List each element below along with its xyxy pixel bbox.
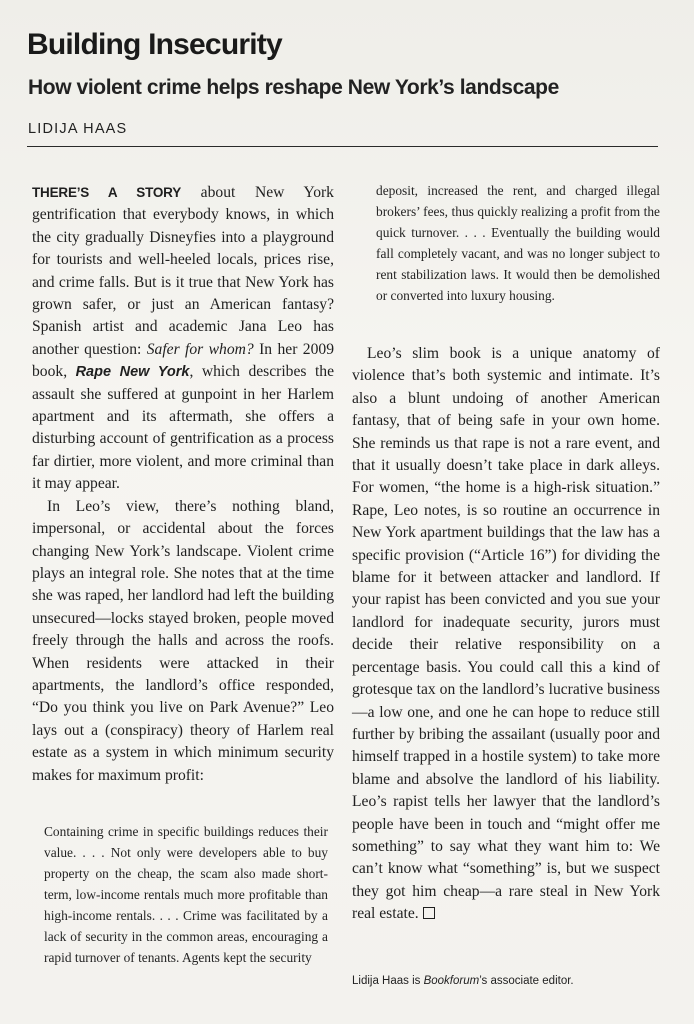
block-quote: Containing crime in specific buildings reduces their value. . . . Not only were developers able to buy property on the cheap, the scam also made short-term, low-income rentals much more profitable than high-income rentals. . . . Crime was facilitated by a lack of security in the common areas, encouraging a rapid turnover of tenants. Agents kept the security xyxy=(44,824,328,965)
bio-text-a: Lidija Haas is xyxy=(352,975,424,987)
paragraph-3-text: Leo’s slim book is a unique anatomy of violence that’s both systemic and intimate. It’s also a blunt undoing of another American fantasy, that of being safe in your own home. She reminds us that rape is not a rare event, and that it usually doesn’t take place in dark alleys. For women, “the home is a high-risk situation.” Rape, Leo notes, is so routine an occurrence in New York apartment buildings that the law has a specific provision (“Article 16”) for dividing the blame for it between attacker and landlord. If your rapist has been convicted and you sue your landlord for inadequate security, jurors must decide their relative responsibility on a percentage basis. You could call this a kind of grotesque tax on the landlord’s lucrative business—a low one, and one he can hope to reduce still further by bribing the assailant (usually poor and himself trapped in a hostile system) to take more blame and absolve the landlord of his liability. Leo’s rapist tells her lawyer that the landlord’s people have been in touch and “might offer me something” to say what they want him to: We can’t know what “something” is, but we suspect they got him cheap—a rare steal in New York real estate. xyxy=(352,345,660,923)
author-bio xyxy=(352,976,660,988)
lead-in: THERE’S A STORY xyxy=(32,185,182,200)
paragraph-1 xyxy=(32,182,334,496)
paragraph-1-text-a: about New York gentrification that everybody knows, in which the city gradually Disneyfies into a playground for tourists and well-heeled locals, prices rise, and crime falls. But is it true that New York has grown safer, or just an American fantasy? Spanish artist and academic Jana Leo has another question: xyxy=(32,184,334,358)
header-rule xyxy=(27,146,658,147)
paragraph-1-text-b: In her 2009 book, xyxy=(32,340,334,381)
bio-text-b: ’s associate editor. xyxy=(479,975,574,987)
article-headline: Building Insecurity xyxy=(27,28,282,61)
right-column xyxy=(352,343,660,926)
block-quote-continued: deposit, increased the rent, and charged illegal brokers’ fees, thus quickly realizing a profit from the quick turnover. . . . Eventually the building would fall completely vacant, and was no longer subject to rent stabilization laws. It would then be demolished or converted into luxury housing. xyxy=(376,183,660,303)
paragraph-1-text-c: , which describes the assault she suffered at gunpoint in her Harlem apartment and its aftermath, she offers a disturbing account of gentrification as a process far dirtier, more violent, and more criminal than it may appear. xyxy=(32,363,334,493)
end-mark-icon xyxy=(423,907,435,919)
book-title: Rape New York xyxy=(75,364,190,381)
bio-publication: Bookforum xyxy=(423,975,480,987)
left-column xyxy=(32,182,334,787)
paragraph-2: In Leo’s view, there’s nothing bland, impersonal, or accidental about the forces changing New York’s landscape. Violent crime plays an integral role. She notes that at the time she was raped, her landlord had left the building unsecured—locks stayed broken, people moved freely through the halls and across the roofs. When residents were attacked in their apartments, the landlord’s office responded, “Do you think you live on Park Avenue?” Leo lays out a (conspiracy) theory of Harlem real estate as a system in which minimum security makes for maximum profit: xyxy=(32,497,334,784)
paragraph-3 xyxy=(352,343,660,926)
paragraph-1-italic: Safer for whom? xyxy=(146,340,254,358)
article-byline: LIDIJA HAAS xyxy=(28,121,128,137)
article-subtitle: How violent crime helps reshape New York’s landscape xyxy=(28,76,559,99)
